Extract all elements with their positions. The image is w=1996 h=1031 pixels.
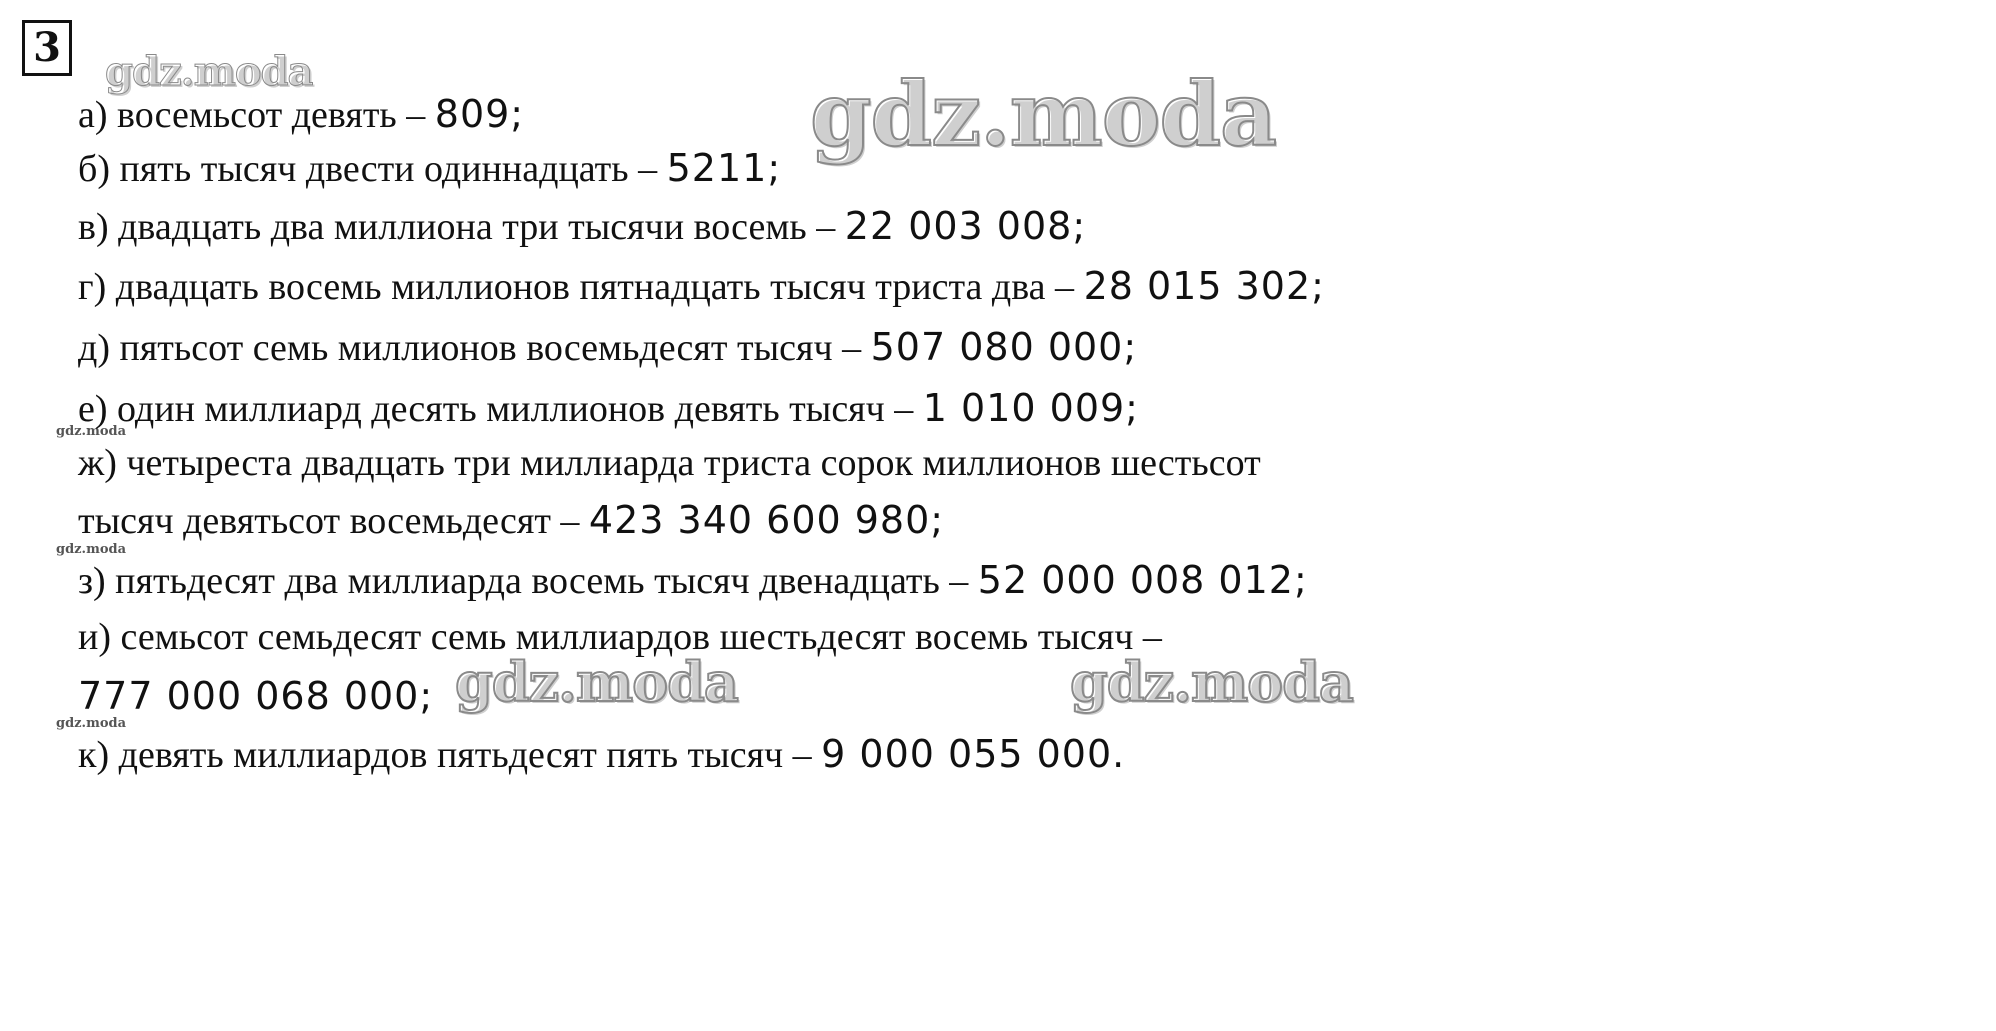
answer-number: 28 015 302; [1083,264,1325,308]
answer-line-g [78,262,1325,311]
answer-words: а) восемьсот девять – [78,94,435,136]
answer-words: з) пятьдесят два миллиарда восемь тысяч двенадцать – [78,560,978,602]
answer-line-i-1 [78,612,1162,661]
answer-number: 22 003 008; [844,204,1087,248]
answer-number: 423 340 600 980; [588,498,945,542]
answer-number: 809; [434,92,525,136]
answer-line-zh-2 [78,496,944,545]
answer-line-i-2 [78,672,433,721]
answer-words: б) пять тысяч двести одиннадцать – [78,148,667,190]
watermark-small-2: gdz.moda [56,542,127,557]
answer-line-k [78,730,1125,779]
answer-words: ж) четыреста двадцать три миллиарда триста сорок миллионов шестьсот [78,442,1261,484]
answer-words: г) двадцать восемь миллионов пятнадцать тысяч триста два – [78,266,1084,308]
task-number-box: 3 [22,20,72,76]
answer-line-b [78,144,781,193]
answer-line-z [78,556,1308,605]
answer-number: 777 000 068 000; [78,674,434,718]
watermark-bottom-left: gdz.moda [455,650,738,714]
answer-line-v [78,202,1086,251]
watermark-small-3: gdz.moda [56,716,127,731]
watermark-bottom-right: gdz.moda [1070,650,1353,714]
answer-line-zh-1 [78,438,1261,487]
answer-number: 5211; [666,146,782,190]
answer-line-d [78,323,1137,372]
answer-words: д) пятьсот семь миллионов восемьдесят тысяч – [78,327,871,369]
watermark-top-center: gdz.moda [810,62,1277,166]
answer-line-a [78,90,524,139]
answer-words: е) один миллиард десять миллионов девять тысяч – [78,388,923,430]
watermark-top-left: gdz.moda [105,48,313,95]
answer-line-e [78,384,1139,433]
answer-number: 9 000 055 000. [821,732,1126,776]
watermark-small-1: gdz.moda [56,424,127,439]
answer-words: и) семьсот семьдесят семь миллиардов шестьдесят восемь тысяч – [78,616,1162,658]
answer-number: 507 080 000; [870,325,1138,369]
answer-number: 52 000 008 012; [977,558,1308,602]
answer-words: тысяч девятьсот восемьдесят – [78,500,589,542]
answer-number: 1 010 009; [922,386,1139,430]
answer-words: в) двадцать два миллиона три тысячи восемь – [78,206,845,248]
answer-words: к) девять миллиардов пятьдесят пять тысяч – [78,734,822,776]
